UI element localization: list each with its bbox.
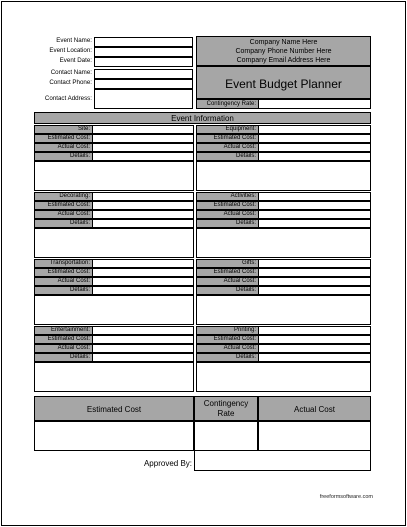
estimated-cost-row	[196, 335, 371, 344]
category-label: Transportation:	[35, 260, 93, 267]
details-label: Details:	[35, 153, 93, 160]
details-field[interactable]	[93, 220, 193, 227]
actual-cost-row	[34, 210, 194, 219]
category-label: Printing:	[197, 327, 259, 334]
details-field[interactable]	[259, 354, 370, 361]
category-label: Entertainment:	[35, 327, 93, 334]
details-row	[34, 152, 194, 161]
category-field[interactable]	[259, 193, 370, 200]
details-label: Details:	[35, 220, 93, 227]
details-area[interactable]	[34, 161, 194, 191]
actual-cost-header	[258, 396, 371, 421]
category-row	[34, 259, 194, 268]
details-label: Details:	[197, 220, 259, 227]
actual-cost-field[interactable]	[259, 211, 370, 218]
estimated-cost-header	[34, 396, 194, 421]
estimated-cost-field[interactable]	[259, 202, 370, 209]
actual-cost-label: Actual Cost:	[35, 345, 93, 352]
details-area[interactable]	[196, 295, 371, 325]
category-block-equipment	[196, 125, 371, 191]
estimated-cost-field[interactable]	[93, 269, 193, 276]
details-area[interactable]	[196, 362, 371, 392]
event-location-field[interactable]	[94, 47, 193, 57]
contingency-rate-header	[194, 396, 258, 421]
section-header	[34, 112, 371, 124]
category-row	[34, 125, 194, 134]
estimated-cost-row	[34, 134, 194, 143]
field-label-contact-name: Contact Name:	[50, 69, 92, 76]
actual-cost-label: Actual Cost:	[35, 278, 93, 285]
estimated-cost-label: Estimated Cost:	[197, 269, 259, 276]
details-area[interactable]	[196, 161, 371, 191]
estimated-cost-label: Estimated Cost:	[197, 202, 259, 209]
category-row	[196, 326, 371, 335]
company-phone: Company Phone Number Here	[235, 48, 332, 55]
details-row	[34, 286, 194, 295]
details-row	[196, 353, 371, 362]
contingency-rate-heading-line2: Rate	[217, 409, 235, 418]
estimated-cost-field[interactable]	[93, 336, 193, 343]
category-field[interactable]	[259, 126, 370, 133]
details-row	[196, 152, 371, 161]
category-field[interactable]	[93, 260, 193, 267]
actual-cost-total-field[interactable]	[258, 421, 371, 451]
actual-cost-field[interactable]	[259, 278, 370, 285]
details-area[interactable]	[34, 295, 194, 325]
company-info-block	[196, 36, 371, 66]
field-label-contact-phone: Contact Phone:	[49, 79, 92, 86]
details-field[interactable]	[259, 220, 370, 227]
details-field[interactable]	[259, 287, 370, 294]
field-label-event-name: Event Name:	[56, 37, 92, 44]
category-field[interactable]	[93, 193, 193, 200]
details-row	[34, 219, 194, 228]
event-date-field[interactable]	[94, 57, 193, 67]
estimated-cost-label: Estimated Cost:	[35, 269, 93, 276]
details-area[interactable]	[34, 228, 194, 258]
contact-name-field[interactable]	[94, 69, 193, 79]
contact-phone-field[interactable]	[94, 79, 193, 89]
totals-table	[34, 396, 371, 451]
actual-cost-label: Actual Cost:	[35, 211, 93, 218]
category-row	[34, 192, 194, 201]
details-field[interactable]	[93, 287, 193, 294]
details-row	[196, 219, 371, 228]
estimated-cost-row	[196, 134, 371, 143]
estimated-cost-field[interactable]	[259, 336, 370, 343]
field-label-event-location: Event Location:	[49, 47, 92, 54]
category-field[interactable]	[93, 327, 193, 334]
actual-cost-row	[34, 143, 194, 152]
category-label: Decorating:	[35, 193, 93, 200]
event-name-field[interactable]	[94, 37, 193, 47]
details-row	[34, 353, 194, 362]
actual-cost-field[interactable]	[93, 278, 193, 285]
actual-cost-row	[34, 344, 194, 353]
estimated-cost-field[interactable]	[93, 202, 193, 209]
company-email: Company Email Address Here	[236, 57, 331, 64]
estimated-cost-row	[196, 201, 371, 210]
section-title: Event Information	[171, 114, 234, 123]
category-block-decorating	[34, 192, 194, 258]
actual-cost-field[interactable]	[93, 211, 193, 218]
category-row	[34, 326, 194, 335]
page-title: Event Budget Planner	[225, 77, 342, 91]
category-label: Activities:	[197, 193, 259, 200]
estimated-cost-field[interactable]	[259, 269, 370, 276]
actual-cost-field[interactable]	[93, 345, 193, 352]
category-row	[196, 192, 371, 201]
category-block-gifts	[196, 259, 371, 325]
estimated-cost-field[interactable]	[259, 135, 370, 142]
category-row	[196, 125, 371, 134]
contingency-rate-field[interactable]	[259, 100, 370, 108]
actual-cost-row	[196, 344, 371, 353]
details-field[interactable]	[93, 153, 193, 160]
details-area[interactable]	[196, 228, 371, 258]
estimated-cost-label: Estimated Cost:	[35, 336, 93, 343]
estimated-cost-label: Estimated Cost:	[197, 135, 259, 142]
estimated-cost-field[interactable]	[93, 135, 193, 142]
contingency-rate-label: Contingency Rate:	[197, 100, 259, 108]
estimated-cost-label: Estimated Cost:	[35, 135, 93, 142]
header-fields	[34, 36, 194, 110]
actual-cost-label: Actual Cost:	[35, 144, 93, 151]
title-block	[196, 66, 371, 99]
category-block-activities	[196, 192, 371, 258]
details-label: Details:	[197, 354, 259, 361]
details-label: Details:	[35, 354, 93, 361]
actual-cost-heading: Actual Cost	[294, 405, 335, 414]
actual-cost-field[interactable]	[259, 345, 370, 352]
company-name: Company Name Here	[249, 39, 318, 46]
category-label: Gifts:	[197, 260, 259, 267]
category-field[interactable]	[259, 327, 370, 334]
actual-cost-label: Actual Cost:	[197, 345, 259, 352]
details-row	[196, 286, 371, 295]
category-block-site	[34, 125, 194, 191]
estimated-cost-label: Estimated Cost:	[35, 202, 93, 209]
footer-text: freeformsoftware.com	[319, 494, 373, 500]
estimated-cost-label: Estimated Cost:	[197, 336, 259, 343]
category-field[interactable]	[93, 126, 193, 133]
contact-address-field[interactable]	[94, 89, 193, 109]
category-row	[196, 259, 371, 268]
actual-cost-field[interactable]	[259, 144, 370, 151]
details-label: Details:	[197, 153, 259, 160]
details-field[interactable]	[93, 354, 193, 361]
approved-by-label: Approved By:	[143, 459, 192, 468]
budget-form	[1, 1, 406, 526]
actual-cost-label: Actual Cost:	[197, 211, 259, 218]
details-field[interactable]	[259, 153, 370, 160]
actual-cost-row	[196, 277, 371, 286]
estimated-cost-total-field[interactable]	[34, 421, 194, 451]
estimated-cost-heading: Estimated Cost	[86, 405, 142, 414]
actual-cost-row	[196, 210, 371, 219]
details-label: Details:	[35, 287, 93, 294]
contingency-rate-heading-line1: Contingency	[203, 399, 249, 408]
estimated-cost-row	[196, 268, 371, 277]
category-block-transportation	[34, 259, 194, 325]
category-field[interactable]	[259, 260, 370, 267]
category-block-entertainment	[34, 326, 194, 392]
estimated-cost-row	[34, 201, 194, 210]
field-label-event-date: Event Date:	[59, 57, 92, 64]
actual-cost-field[interactable]	[93, 144, 193, 151]
details-label: Details:	[197, 287, 259, 294]
approval-row	[34, 451, 371, 471]
contingency-rate-total-field[interactable]	[194, 421, 258, 451]
field-label-contact-address: Contact Address:	[44, 95, 92, 102]
approved-by-field[interactable]	[194, 451, 371, 471]
category-block-printing	[196, 326, 371, 392]
category-label: Site:	[35, 126, 93, 133]
contingency-rate-row	[196, 99, 371, 109]
details-area[interactable]	[34, 362, 194, 392]
category-label: Equipment:	[197, 126, 259, 133]
estimated-cost-row	[34, 335, 194, 344]
actual-cost-label: Actual Cost:	[197, 278, 259, 285]
actual-cost-label: Actual Cost:	[197, 144, 259, 151]
estimated-cost-row	[34, 268, 194, 277]
actual-cost-row	[196, 143, 371, 152]
actual-cost-row	[34, 277, 194, 286]
